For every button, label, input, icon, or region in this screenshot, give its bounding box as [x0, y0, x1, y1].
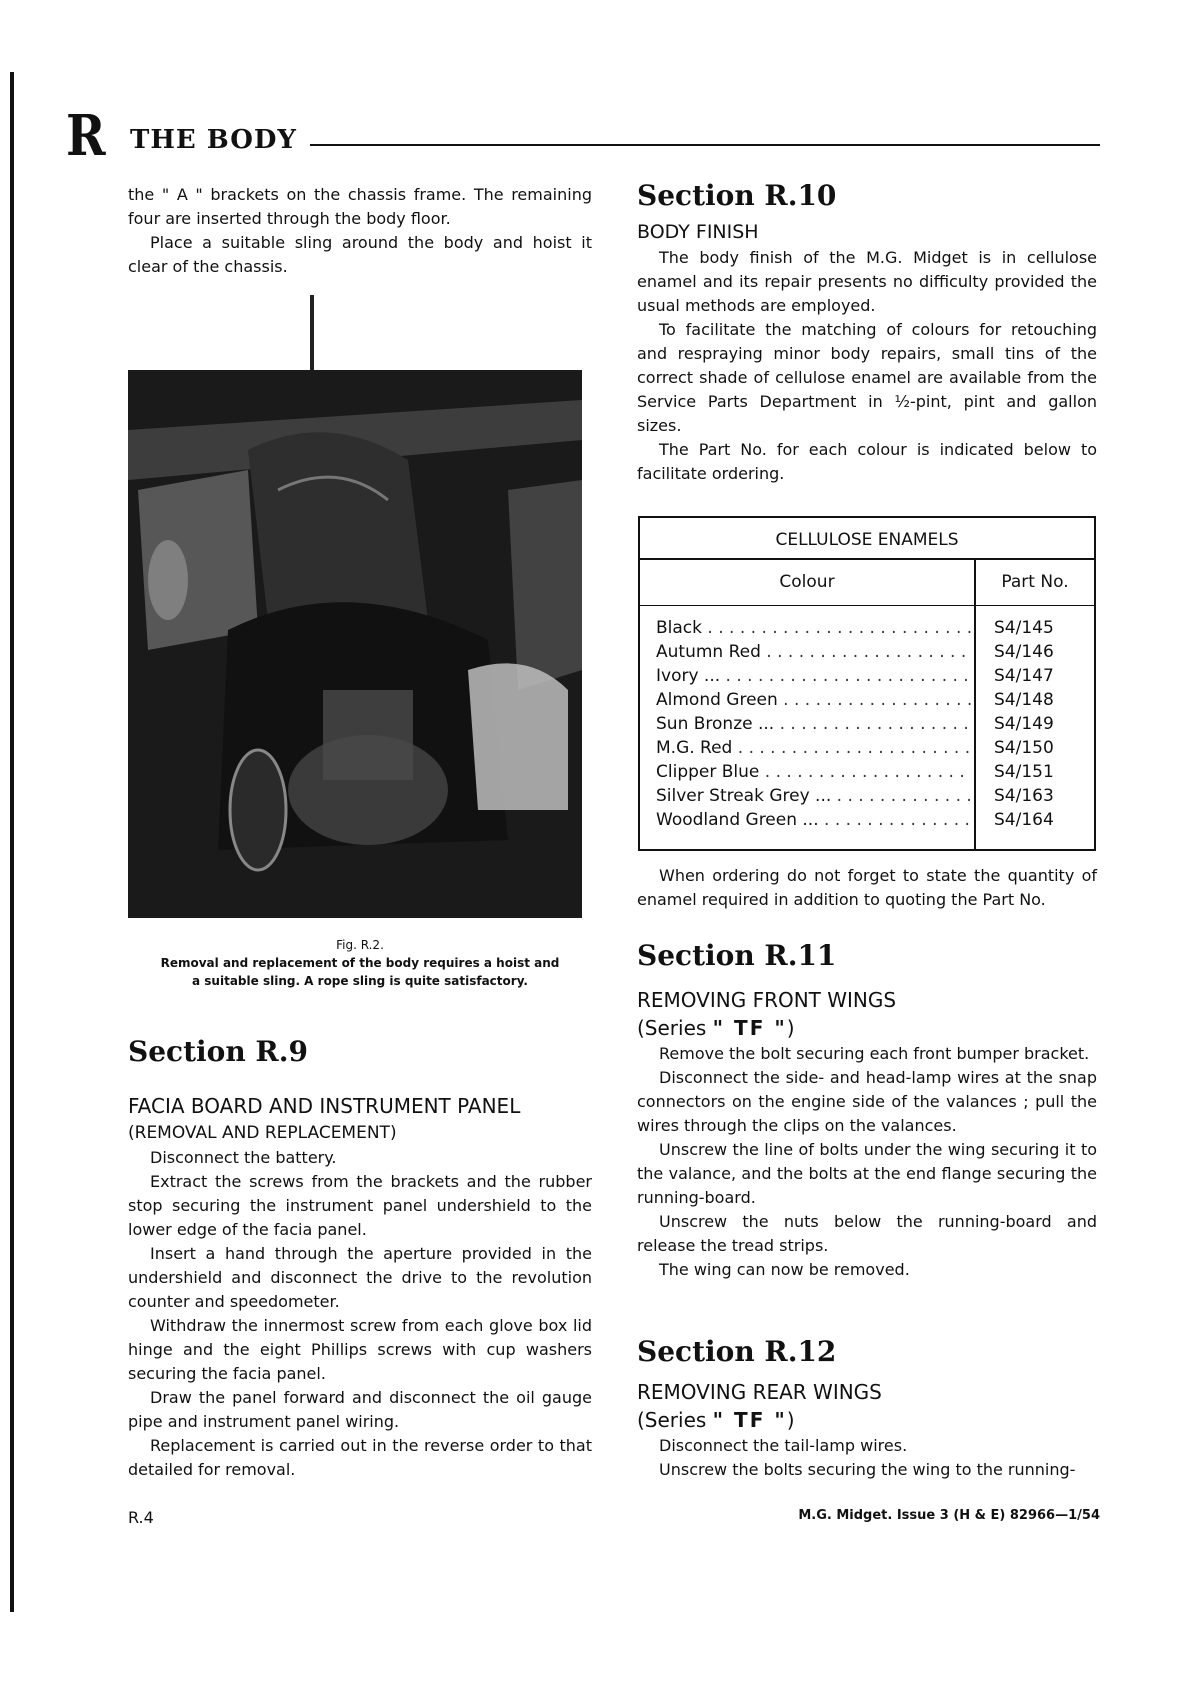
paragraph: The Part No. for each colour is indicated below to facilitate ordering.	[637, 440, 1097, 483]
section-heading: Section R.10	[637, 179, 837, 212]
table-row	[656, 712, 1094, 736]
table-row	[656, 616, 1094, 640]
table-row	[656, 640, 1094, 664]
paragraph: Extract the screws from the brackets and the rubber stop securing the instrument panel undershield to the lower edge of the facia panel.	[128, 1172, 592, 1239]
colour-name: Ivory ... . . .	[656, 664, 972, 688]
paragraph: The body finish of the M.G. Midget is in cellulose enamel and its repair presents no difficulty provided the usual methods are employed.	[637, 248, 1097, 315]
header-rule	[310, 144, 1100, 146]
paragraph: Unscrew the line of bolts under the wing securing it to the valance, and the bolts at the end flange securing the running-board.	[637, 1140, 1097, 1207]
series-code: " TF "	[712, 1408, 787, 1432]
paragraph: Disconnect the battery.	[150, 1148, 337, 1167]
margin-rule	[10, 72, 14, 1612]
colour-name: Black . . .	[656, 616, 972, 640]
table-row	[656, 784, 1094, 808]
table-body	[656, 616, 1094, 832]
series-prefix: (Series	[637, 1408, 707, 1432]
part-number: S4/145	[994, 618, 1054, 638]
colour-name: Woodland Green ... . . .	[656, 808, 972, 832]
paragraph: Insert a hand through the aperture provided in the undershield and disconnect the drive to the revolution counter and speedometer.	[128, 1244, 592, 1311]
chapter-letter: R	[66, 103, 106, 169]
paragraph: Disconnect the side- and head-lamp wires at the snap connectors on the engine side of the valances ; pull the wires through the clips on the valances.	[637, 1068, 1097, 1135]
table-row	[656, 760, 1094, 784]
paragraph: Unscrew the nuts below the running-board and release the tread strips.	[637, 1212, 1097, 1255]
part-number: S4/149	[994, 714, 1054, 734]
paragraph: the " A " brackets on the chassis frame. The remaining four are inserted through the body floor.	[128, 185, 592, 228]
section-r9	[128, 1034, 592, 1482]
paragraph: When ordering do not forget to state the quantity of enamel required in addition to quoting the Part No.	[637, 866, 1097, 909]
section-title: FACIA BOARD AND INSTRUMENT PANEL	[128, 1094, 521, 1118]
hoist-rope	[310, 295, 314, 375]
paragraph: Draw the panel forward and disconnect the oil gauge pipe and instrument panel wiring.	[128, 1388, 592, 1431]
chapter-title: THE BODY	[130, 125, 297, 155]
colour-name: Autumn Red . . .	[656, 640, 972, 664]
paragraph: To facilitate the matching of colours for retouching and respraying minor body repairs, small tins of the correct shade of cellulose enamel are available from the Service Parts Department in ½-pint, pint and gallon sizes.	[637, 320, 1097, 435]
table-row	[656, 688, 1094, 712]
paragraph: Remove the bolt securing each front bumper bracket.	[659, 1044, 1090, 1063]
part-number: S4/163	[994, 786, 1054, 806]
paragraph: Replacement is carried out in the reverse order to that detailed for removal.	[128, 1436, 592, 1479]
table-rule	[640, 558, 1094, 560]
table-rule	[640, 605, 1094, 606]
section-heading: Section R.12	[637, 1335, 837, 1368]
paragraph: Withdraw the innermost screw from each glove box lid hinge and the eight Phillips screws with cup washers securing the facia panel.	[128, 1316, 592, 1383]
column-header-colour: Colour	[779, 572, 835, 592]
section-series	[637, 1406, 1097, 1434]
section-heading: Section R.9	[128, 1035, 308, 1068]
part-number: S4/146	[994, 642, 1054, 662]
series-code: " TF "	[712, 1016, 787, 1040]
colour-name: Sun Bronze ... . . .	[656, 712, 972, 736]
column-header-part-no: Part No.	[1001, 572, 1069, 592]
series-suffix: )	[786, 1408, 795, 1432]
colour-name: Almond Green . . .	[656, 688, 972, 712]
part-number: S4/150	[994, 738, 1054, 758]
table-title: CELLULOSE ENAMELS	[775, 530, 959, 550]
section-title: BODY FINISH	[637, 221, 759, 243]
section-title: REMOVING FRONT WINGS	[637, 988, 897, 1012]
section-r10	[637, 178, 1097, 486]
series-suffix: )	[786, 1016, 795, 1040]
table-row	[656, 664, 1094, 688]
part-number: S4/148	[994, 690, 1054, 710]
figure-caption: Removal and replacement of the body requires a hoist and a suitable sling. A rope sling is quite satisfactory.	[160, 956, 560, 988]
colour-name: Clipper Blue . . .	[656, 760, 972, 784]
figure-label: Fig. R.2.	[336, 938, 384, 952]
section-r11	[637, 938, 1097, 1282]
part-number: S4/151	[994, 762, 1054, 782]
left-intro	[128, 183, 592, 279]
series-prefix: (Series	[637, 1016, 707, 1040]
figure-caption-block	[128, 936, 592, 990]
page-number: R.4	[128, 1508, 154, 1527]
colour-name: M.G. Red . . .	[656, 736, 972, 760]
issue-line: M.G. Midget. Issue 3 (H & E) 82966—1/54	[798, 1508, 1100, 1523]
paragraph: Place a suitable sling around the body and hoist it clear of the chassis.	[128, 233, 592, 276]
table-row	[656, 808, 1094, 832]
part-number: S4/164	[994, 810, 1054, 830]
section-title: REMOVING REAR WINGS	[637, 1380, 882, 1404]
cellulose-enamels-table	[638, 516, 1096, 851]
table-note	[637, 864, 1097, 912]
paragraph: The wing can now be removed.	[659, 1260, 910, 1279]
paragraph: Disconnect the tail-lamp wires.	[659, 1436, 908, 1455]
section-r12	[637, 1334, 1097, 1482]
table-row	[656, 736, 1094, 760]
section-subtitle: (REMOVAL AND REPLACEMENT)	[128, 1123, 397, 1143]
hoist-photo-illustration	[128, 370, 582, 918]
colour-name: Silver Streak Grey ... . . .	[656, 784, 972, 808]
figure-photo	[128, 370, 582, 918]
section-heading: Section R.11	[637, 939, 837, 972]
section-series	[637, 1014, 1097, 1042]
part-number: S4/147	[994, 666, 1054, 686]
paragraph: Unscrew the bolts securing the wing to the running-	[659, 1460, 1076, 1479]
